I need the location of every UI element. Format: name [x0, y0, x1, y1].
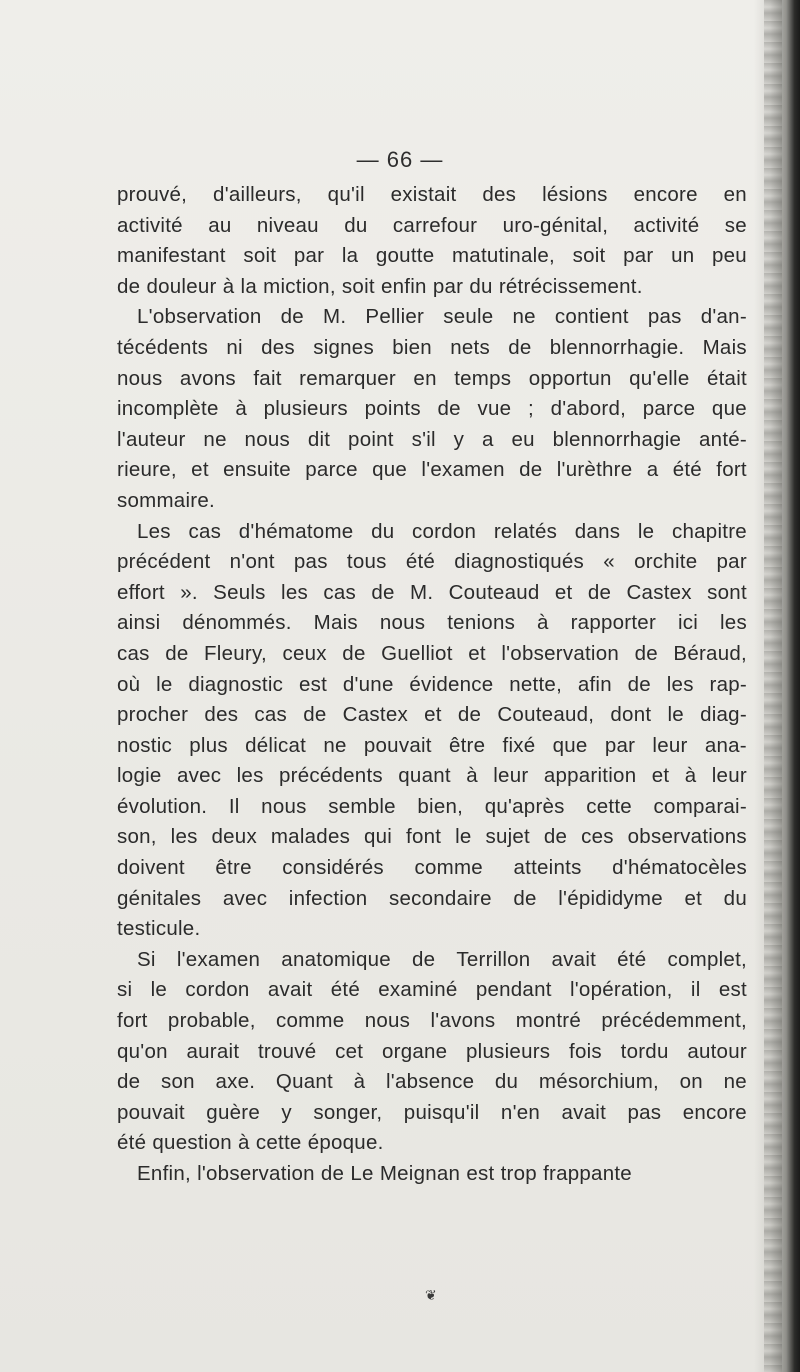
text-line: prouvé, d'ailleurs, qu'il existait des lésions encore en	[117, 183, 747, 206]
book-binding-edge	[754, 0, 800, 1372]
text-line: pouvait guère y songer, puisqu'il n'en avait pas encore	[117, 1100, 747, 1124]
text-line: logie avec les précédents quant à leur apparition et à leur	[117, 764, 747, 788]
text-line: l'auteur ne nous dit point s'il y a eu blennorrhagie anté-	[117, 427, 747, 451]
text-line: activité au niveau du carrefour uro-génital, activité se	[117, 213, 747, 237]
text-line: de son axe. Quant à l'absence du mésorchium, on ne	[117, 1070, 747, 1094]
text-line: procher des cas de Castex et de Couteaud, dont le diag-	[117, 703, 747, 727]
text-line: L'observation de M. Pellier seule ne contient pas d'an-	[137, 305, 747, 329]
page-number: — 66 —	[356, 147, 444, 172]
text-line: testicule.	[117, 917, 201, 941]
text-line: manifestant soit par la goutte matutinale, soit par un peu	[117, 244, 747, 268]
text-line: son, les deux malades qui font le sujet de ces observations	[117, 825, 747, 849]
text-line: effort ». Seuls les cas de M. Couteaud et de Castex sont	[117, 580, 747, 604]
text-line: génitales avec infection secondaire de l'épididyme et du	[117, 886, 747, 910]
text-line: doivent être considérés comme atteints d'hématocèles	[117, 856, 747, 880]
text-line: où le diagnostic est d'une évidence nette, afin de les rap-	[117, 672, 747, 696]
text-line: Si l'examen anatomique de Terrillon avait été complet,	[137, 947, 747, 971]
paragraph	[117, 945, 747, 1159]
text-line: incomplète à plusieurs points de vue ; d'abord, parce que	[117, 397, 747, 421]
text-line: rieure, et ensuite parce que l'examen de l'urèthre a été fort	[117, 458, 747, 482]
text-line: fort probable, comme nous l'avons montré précédemment,	[117, 1009, 747, 1033]
text-line: nostic plus délicat ne pouvait être fixé que par leur ana-	[117, 733, 747, 757]
text-line: nous avons fait remarquer en temps opportun qu'elle était	[117, 366, 747, 390]
text-line: técédents ni des signes bien nets de blennorrhagie. Mais	[117, 335, 747, 359]
text-line: Enfin, l'observation de Le Meignan est trop frappante	[137, 1162, 632, 1185]
text-line: évolution. Il nous semble bien, qu'après cette comparai-	[117, 794, 747, 818]
text-line: cas de Fleury, ceux de Guelliot et l'observation de Béraud,	[117, 641, 747, 665]
text-line: ainsi dénommés. Mais nous tenions à rapporter ici les	[117, 611, 747, 635]
text-line: précédent n'ont pas tous été diagnostiqués « orchite par	[117, 550, 747, 574]
printer-ornament: ❦	[425, 1287, 437, 1303]
text-line: été question à cette époque.	[117, 1131, 384, 1155]
text-line: qu'on aurait trouvé cet organe plusieurs fois tordu autour	[117, 1039, 747, 1063]
text-line: de douleur à la miction, soit enfin par du rétrécissement.	[117, 274, 643, 298]
text-line: si le cordon avait été examiné pendant l'opération, il est	[117, 978, 747, 1002]
text-line: sommaire.	[117, 488, 215, 512]
paragraph	[117, 1159, 747, 1190]
paragraph	[117, 302, 747, 516]
body-text	[117, 180, 747, 1190]
paragraph	[117, 180, 747, 302]
text-line: Les cas d'hématome du cordon relatés dans le chapitre	[137, 519, 747, 543]
paragraph	[117, 517, 747, 945]
